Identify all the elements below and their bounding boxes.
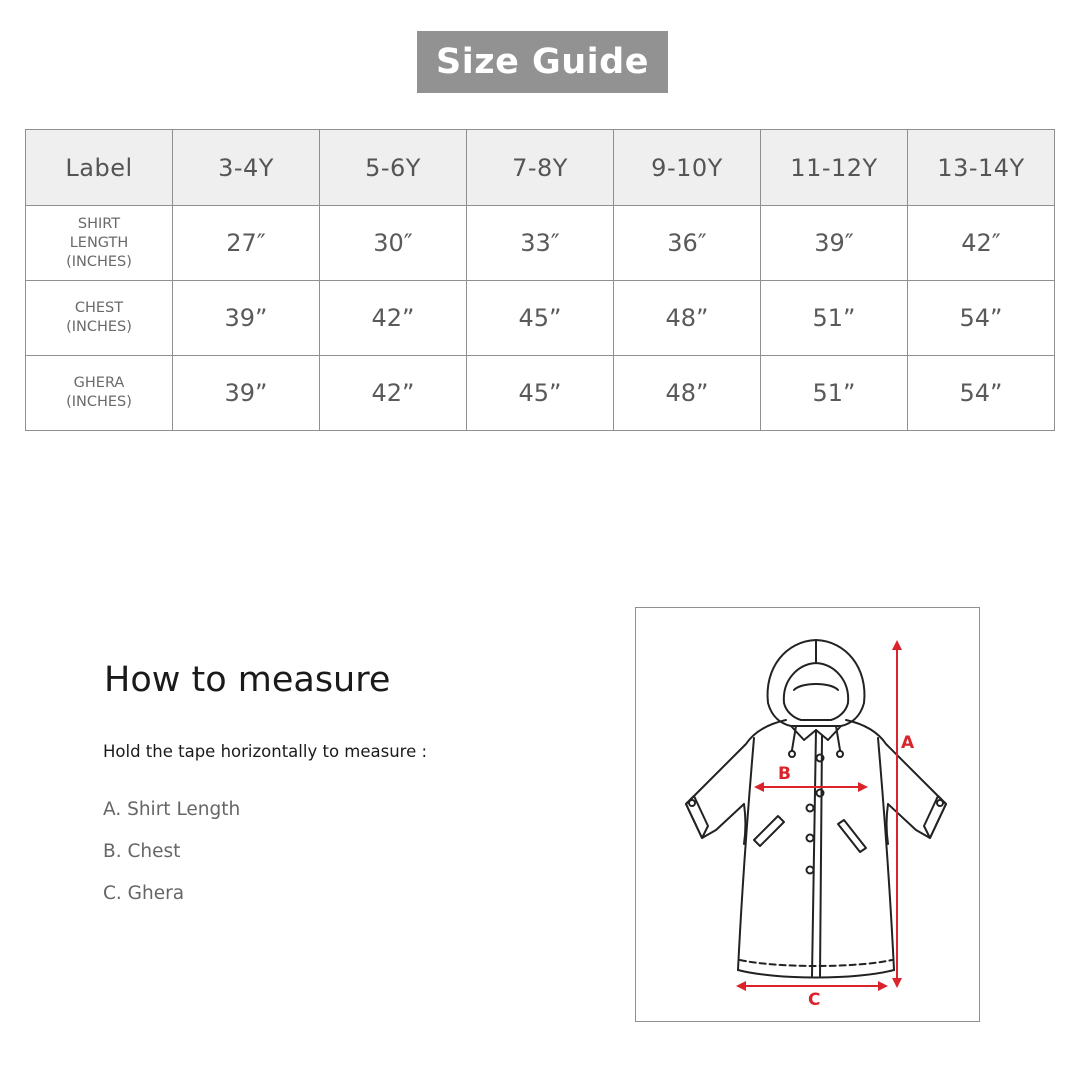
table-row-ghera bbox=[26, 356, 1055, 431]
row-label-line: GHERA bbox=[73, 375, 125, 391]
page-title: Size Guide bbox=[417, 31, 668, 93]
how-to-measure-heading: How to measure bbox=[104, 660, 391, 700]
table-cell: 51” bbox=[761, 281, 908, 356]
table-cell: 51” bbox=[761, 356, 908, 431]
column-header-size: 5-6Y bbox=[320, 130, 467, 206]
list-item: C. Ghera bbox=[103, 883, 185, 904]
arrowhead-icon bbox=[736, 981, 746, 991]
list-item: A. Shirt Length bbox=[103, 799, 241, 820]
arrowhead-icon bbox=[754, 782, 764, 792]
measure-label-c: C bbox=[808, 990, 821, 1010]
column-header-size: 13-14Y bbox=[908, 130, 1055, 206]
table-cell: 33″ bbox=[467, 206, 614, 281]
hooded-coat-illustration-icon bbox=[636, 608, 979, 1021]
table-cell: 27″ bbox=[173, 206, 320, 281]
measure-instruction: Hold the tape horizontally to measure : bbox=[103, 742, 428, 761]
table-cell: 42” bbox=[320, 281, 467, 356]
arrowhead-icon bbox=[858, 782, 868, 792]
table-cell: 39″ bbox=[761, 206, 908, 281]
row-label-line: SHIRT bbox=[77, 215, 121, 232]
table-cell: 45” bbox=[467, 356, 614, 431]
row-label bbox=[26, 206, 173, 281]
column-header-size: 9-10Y bbox=[614, 130, 761, 206]
column-header-size: 3-4Y bbox=[173, 130, 320, 206]
column-header-size: 7-8Y bbox=[467, 130, 614, 206]
measurement-diagram bbox=[635, 607, 980, 1022]
table-cell: 45” bbox=[467, 281, 614, 356]
measure-label-a: A bbox=[901, 733, 915, 753]
table-cell: 54” bbox=[908, 281, 1055, 356]
table-cell: 48” bbox=[614, 356, 761, 431]
table-cell: 30″ bbox=[320, 206, 467, 281]
row-label-line: (INCHES) bbox=[66, 319, 132, 335]
column-header-label: Label bbox=[26, 130, 173, 206]
arrowhead-icon bbox=[892, 640, 902, 650]
row-label bbox=[26, 281, 173, 356]
table-cell: 36″ bbox=[614, 206, 761, 281]
coat-outline bbox=[686, 640, 946, 978]
size-chart-table bbox=[25, 129, 1055, 431]
table-header-row bbox=[26, 130, 1055, 206]
table-cell: 48” bbox=[614, 281, 761, 356]
row-label-line: (INCHES) bbox=[66, 394, 132, 410]
row-label bbox=[26, 356, 173, 431]
row-label-line: LENGTH bbox=[69, 234, 129, 251]
table-cell: 39” bbox=[173, 281, 320, 356]
measure-label-b: B bbox=[778, 764, 791, 784]
table-row-shirt-length bbox=[26, 206, 1055, 281]
table-cell: 42″ bbox=[908, 206, 1055, 281]
list-item: B. Chest bbox=[103, 841, 181, 862]
table-cell: 54” bbox=[908, 356, 1055, 431]
row-label-line: (INCHES) bbox=[66, 253, 132, 270]
table-cell: 42” bbox=[320, 356, 467, 431]
table-cell: 39” bbox=[173, 356, 320, 431]
table-row-chest bbox=[26, 281, 1055, 356]
arrowhead-icon bbox=[878, 981, 888, 991]
column-header-size: 11-12Y bbox=[761, 130, 908, 206]
row-label-line: CHEST bbox=[74, 300, 124, 316]
arrowhead-icon bbox=[892, 978, 902, 988]
measurement-list bbox=[103, 796, 240, 922]
